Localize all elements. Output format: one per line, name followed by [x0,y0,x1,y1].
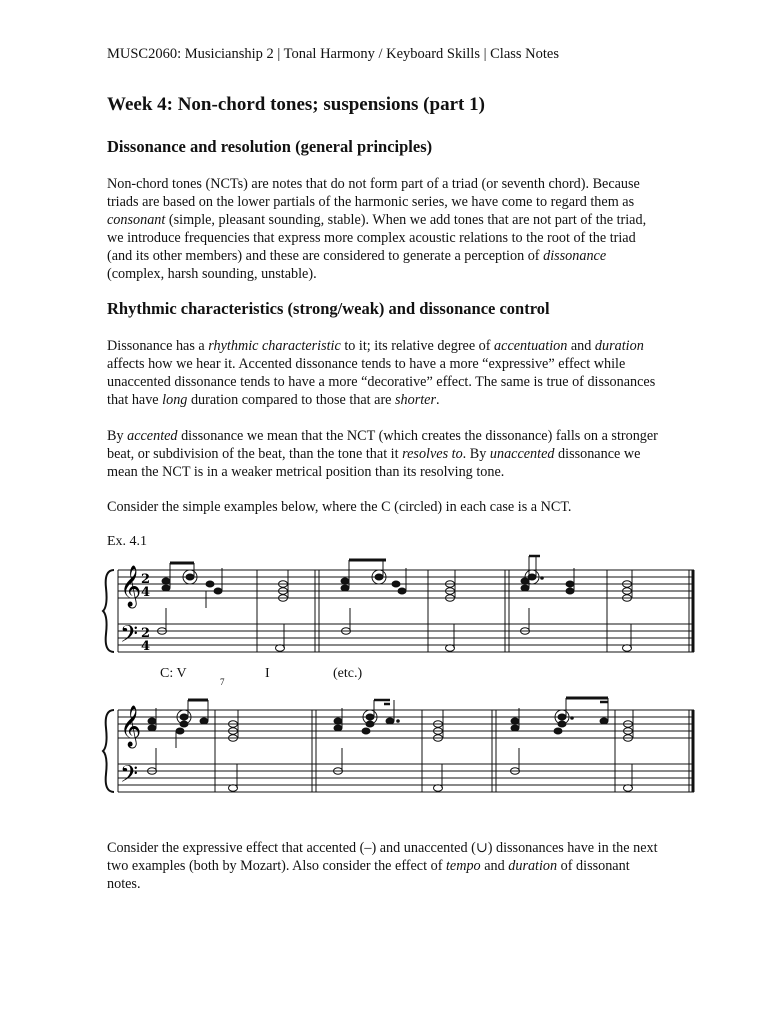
text-line: consonant (simple, pleasant sounding, stable). When we add tones that are not part of the triad, [107,212,647,228]
text-line: Consider the simple examples below, where the C (circled) in each case is a NCT. [107,499,572,515]
example-label: Ex. 4.1 [107,534,148,549]
chord-label-seventh: 7 [220,677,225,687]
time-sig-bottom: 4 [141,585,151,600]
text-line: (complex, harsh sounding, unstable). [107,266,317,282]
text-line: Consider the expressive effect that accented (–) and unaccented (∪) dissonances have in the next [107,840,658,856]
time-sig-top: 2 [141,572,151,587]
paragraph-nct-definition [107,175,707,283]
chord-label-etc: (etc.) [333,666,363,681]
bass-clef-icon: 𝄢 [120,620,139,653]
text-line: notes. [107,876,141,892]
paragraph-closing [107,839,707,893]
chord-label-key: C: V [160,666,187,681]
text-line: Non-chord tones (NCTs) are notes that do not form part of a triad (or seventh chord). Because [107,176,640,192]
section-heading-rhythmic: Rhythmic characteristics (strong/weak) and dissonance control [107,299,550,318]
text-line: beat, or subdivision of the beat, than the tone that it resolves to. By unaccented dissonance we [107,446,641,462]
time-sig-bottom-bass: 4 [141,639,151,654]
chord-label-tonic: I [265,666,270,681]
paragraph-accented-definition [107,427,707,481]
treble-clef-icon: 𝄞 [120,706,142,747]
paragraph-rhythmic-characteristic [107,337,707,409]
text-line: triads are based on the lower partials of the harmonic series, we have come to regard them as [107,194,635,210]
text-line: two examples (both by Mozart). Also consider the effect of tempo and duration of dissonant [107,858,630,874]
time-sig-top-bass: 2 [141,626,151,641]
text-line: unaccented dissonance tends to have a more “decorative” effect. The same is true of dissonances [107,374,656,390]
text-line: affects how we hear it. Accented dissonance tends to have a more “expressive” effect while [107,356,626,372]
course-header: MUSC2060: Musicianship 2 | Tonal Harmony / Keyboard Skills | Class Notes [107,46,559,62]
music-staff-system [100,688,700,803]
bass-clef-icon: 𝄢 [120,760,139,793]
paragraph-consider-examples [107,498,707,516]
text-line: Dissonance has a rhythmic characteristic to it; its relative degree of accentuation and duration [107,338,644,354]
text-line: By accented dissonance we mean that the NCT (which creates the dissonance) falls on a stronger [107,428,658,444]
brace [103,570,114,652]
treble-clef-icon: 𝄞 [120,566,142,607]
text-line: (and its other members) and these are considered to generate a perception of dissonance [107,248,607,264]
music-staff-system [100,548,700,663]
section-heading-dissonance: Dissonance and resolution (general principles) [107,137,433,156]
brace [103,710,114,792]
text-line: mean the NCT is in a weaker metrical position than its resolving tone. [107,464,505,480]
score-system-2 [100,688,700,808]
score-system-1 [100,548,700,668]
page-title: Week 4: Non-chord tones; suspensions (part 1) [107,94,485,115]
text-line: we introduce frequencies that express more complex acoustic relations to the root of the triad [107,230,636,246]
text-line: that have long duration compared to those that are shorter. [107,392,440,408]
